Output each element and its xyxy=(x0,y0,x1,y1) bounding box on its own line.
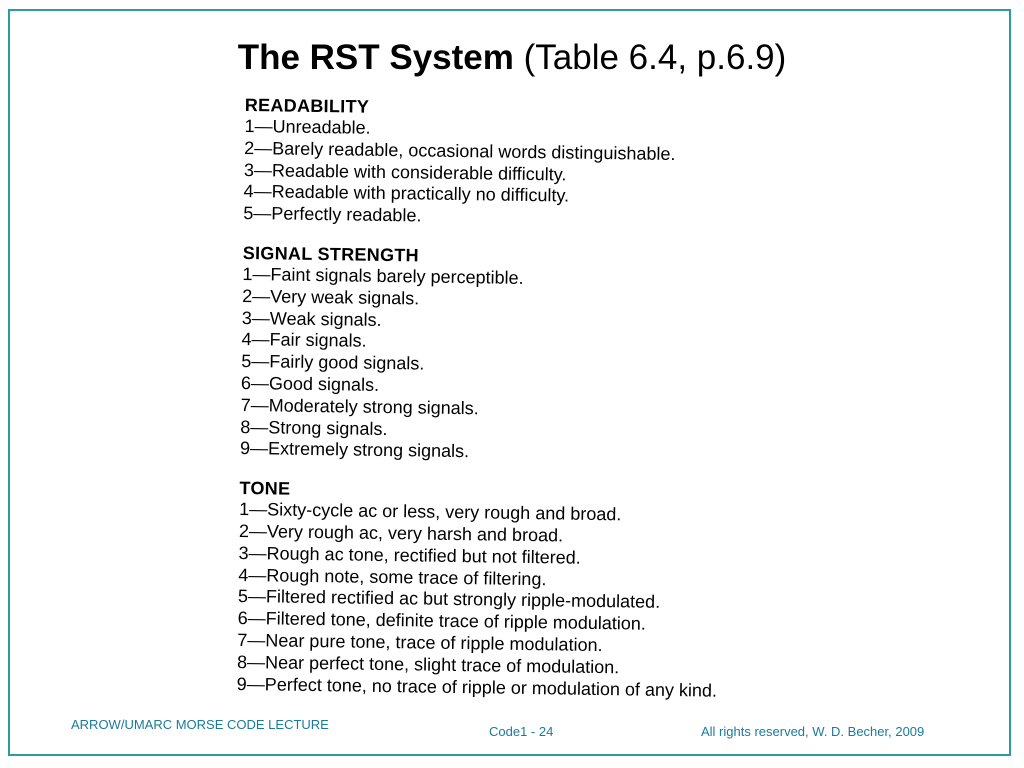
list-item: 5—Filtered rectified ac but strongly ripple-modulated. xyxy=(237,586,661,613)
slide-title-main: The RST System xyxy=(237,38,514,77)
tone-list xyxy=(237,499,800,703)
list-item: 1—Unreadable. xyxy=(244,115,371,138)
list-item: 2—Barely readable, occasional words distinguishable. xyxy=(244,137,676,164)
slide-title xyxy=(0,38,1024,78)
list-item: 3—Rough ac tone, rectified but not filtered. xyxy=(238,542,581,568)
list-item: 1—Sixty-cycle ac or less, very rough and broad. xyxy=(239,499,622,525)
section-heading: READABILITY xyxy=(244,94,370,117)
section-heading: SIGNAL STRENGTH xyxy=(242,242,420,266)
rst-table xyxy=(236,94,805,720)
signal-strength-list xyxy=(240,264,803,468)
section-signal-strength xyxy=(240,242,803,468)
list-item: 6—Filtered tone, definite trace of ripple modulation. xyxy=(237,608,647,634)
list-item: 5—Perfectly readable. xyxy=(243,203,422,226)
list-item: 6—Good signals. xyxy=(240,372,380,395)
section-heading: TONE xyxy=(239,478,291,499)
list-item: 8—Near perfect tone, slight trace of modulation. xyxy=(236,651,620,678)
list-item: 9—Perfect tone, no trace of ripple or modulation of any kind. xyxy=(236,673,718,701)
footer-slide-number: Code1 - 24 xyxy=(489,724,554,739)
list-item: 2—Very rough ac, very harsh and broad. xyxy=(238,520,564,546)
list-item: 7—Near pure tone, trace of ripple modulation. xyxy=(237,629,603,655)
list-item: 3—Weak signals. xyxy=(241,307,382,330)
list-item: 9—Extremely strong signals. xyxy=(239,438,470,462)
readability-list xyxy=(243,116,804,233)
list-item: 4—Fair signals. xyxy=(241,329,367,352)
footer-course-title: ARROW/UMARC MORSE CODE LECTURE xyxy=(71,717,329,732)
list-item: 3—Readable with considerable difficulty. xyxy=(243,159,567,185)
list-item: 4—Rough note, some trace of filtering. xyxy=(238,564,547,589)
list-item: 8—Strong signals. xyxy=(240,416,388,439)
footer-copyright: All rights reserved, W. D. Becher, 2009 xyxy=(701,724,925,739)
list-item: 1—Faint signals barely perceptible. xyxy=(242,263,524,288)
section-tone xyxy=(237,477,800,703)
list-item: 7—Moderately strong signals. xyxy=(240,394,479,419)
list-item: 4—Readable with practically no difficulty. xyxy=(243,181,570,206)
section-readability xyxy=(243,94,805,233)
slide-title-reference: (Table 6.4, p.6.9) xyxy=(513,38,787,77)
list-item: 5—Fairly good signals. xyxy=(241,351,425,374)
list-item: 2—Very weak signals. xyxy=(242,285,420,309)
